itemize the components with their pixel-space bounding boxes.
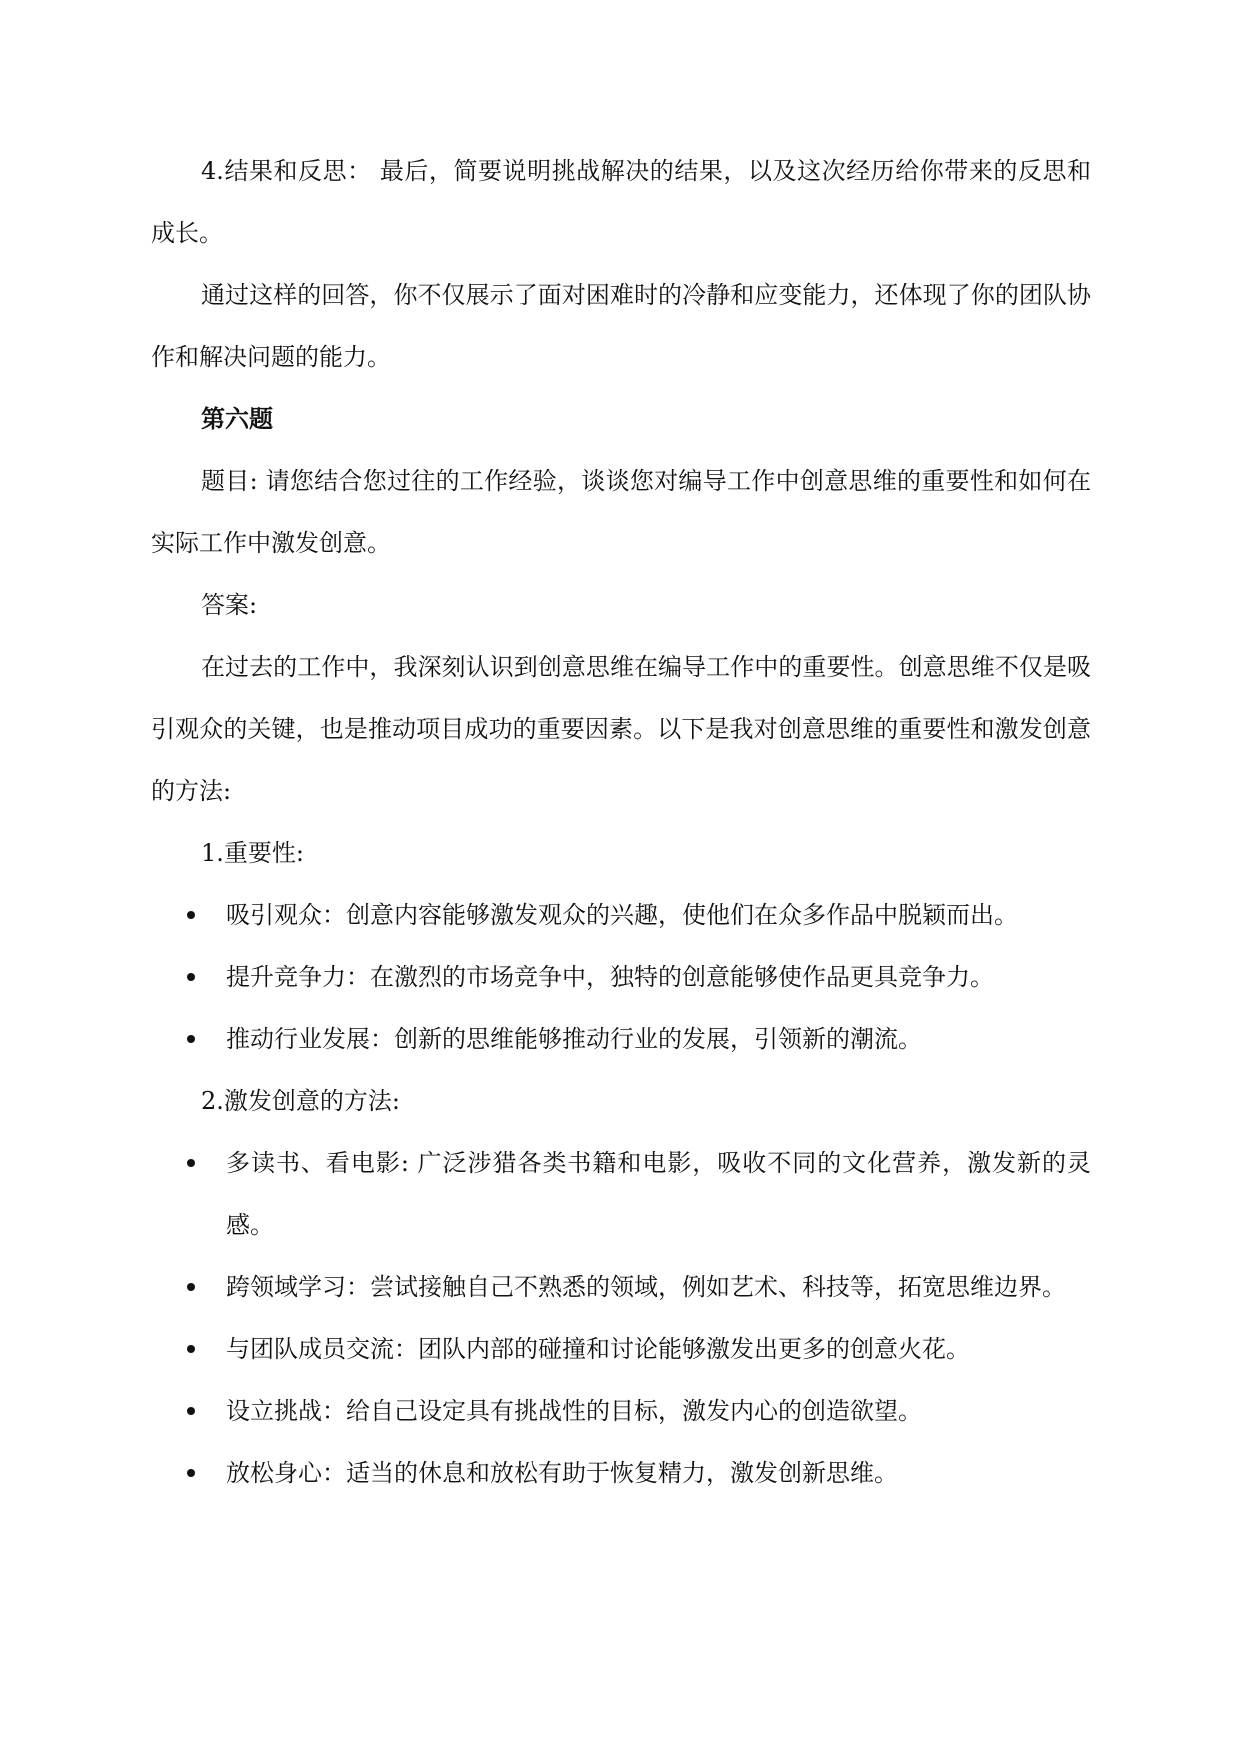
list-item-text: 提升竞争力：在激烈的市场竞争中，独特的创意能够使作品更具竞争力。	[226, 963, 994, 991]
list-item	[151, 1256, 1091, 1318]
document-body	[151, 140, 1091, 1504]
list-item	[151, 884, 1091, 946]
list-item	[151, 1008, 1091, 1070]
importance-list	[151, 884, 1091, 1070]
list-item	[151, 1380, 1091, 1442]
section-title: 第六题	[201, 404, 273, 433]
list-item	[151, 1442, 1091, 1504]
list-item-text: 与团队成员交流：团队内部的碰撞和讨论能够激发出更多的创意火花。	[226, 1335, 970, 1363]
list-item	[151, 1318, 1091, 1380]
list-item-text: 吸引观众：创意内容能够激发观众的兴趣，使他们在众多作品中脱颖而出。	[226, 901, 1018, 929]
question-paragraph: 题目: 请您结合您过往的工作经验，谈谈您对编导工作中创意思维的重要性和如何在实际工作中激发创意。	[151, 467, 1091, 557]
list-item-text: 放松身心：适当的休息和放松有助于恢复精力，激发创新思维。	[226, 1459, 898, 1487]
methods-list	[151, 1132, 1091, 1504]
bullet-icon	[187, 1469, 195, 1477]
importance-heading: 1.重要性:	[201, 839, 304, 867]
bullet-icon	[187, 911, 195, 919]
bullet-icon	[187, 1283, 195, 1291]
summary-paragraph: 通过这样的回答，你不仅展示了面对困难时的冷静和应变能力，还体现了你的团队协作和解决问题的能力。	[151, 281, 1091, 371]
bullet-icon	[187, 973, 195, 981]
intro-paragraph: 在过去的工作中，我深刻认识到创意思维在编导工作中的重要性。创意思维不仅是吸引观众的关键，也是推动项目成功的重要因素。以下是我对创意思维的重要性和激发创意的方法:	[151, 653, 1091, 805]
list-item-text: 设立挑战：给自己设定具有挑战性的目标，激发内心的创造欲望。	[226, 1397, 922, 1425]
answer-label: 答案:	[201, 591, 258, 619]
list-item	[151, 946, 1091, 1008]
list-item-text: 跨领域学习：尝试接触自己不熟悉的领域，例如艺术、科技等，拓宽思维边界。	[226, 1273, 1066, 1301]
bullet-icon	[187, 1035, 195, 1043]
bullet-icon	[187, 1345, 195, 1353]
bullet-icon	[187, 1407, 195, 1415]
list-item-text: 多读书、看电影: 广泛涉猎各类书籍和电影，吸收不同的文化营养，激发新的灵感。	[226, 1149, 1091, 1239]
methods-heading: 2.激发创意的方法:	[201, 1087, 400, 1115]
result-reflection-paragraph: 4.结果和反思： 最后，简要说明挑战解决的结果，以及这次经历给你带来的反思和成长。	[151, 157, 1091, 247]
bullet-icon	[187, 1159, 195, 1167]
list-item	[151, 1132, 1091, 1256]
list-item-text: 推动行业发展：创新的思维能够推动行业的发展，引领新的潮流。	[226, 1025, 922, 1053]
